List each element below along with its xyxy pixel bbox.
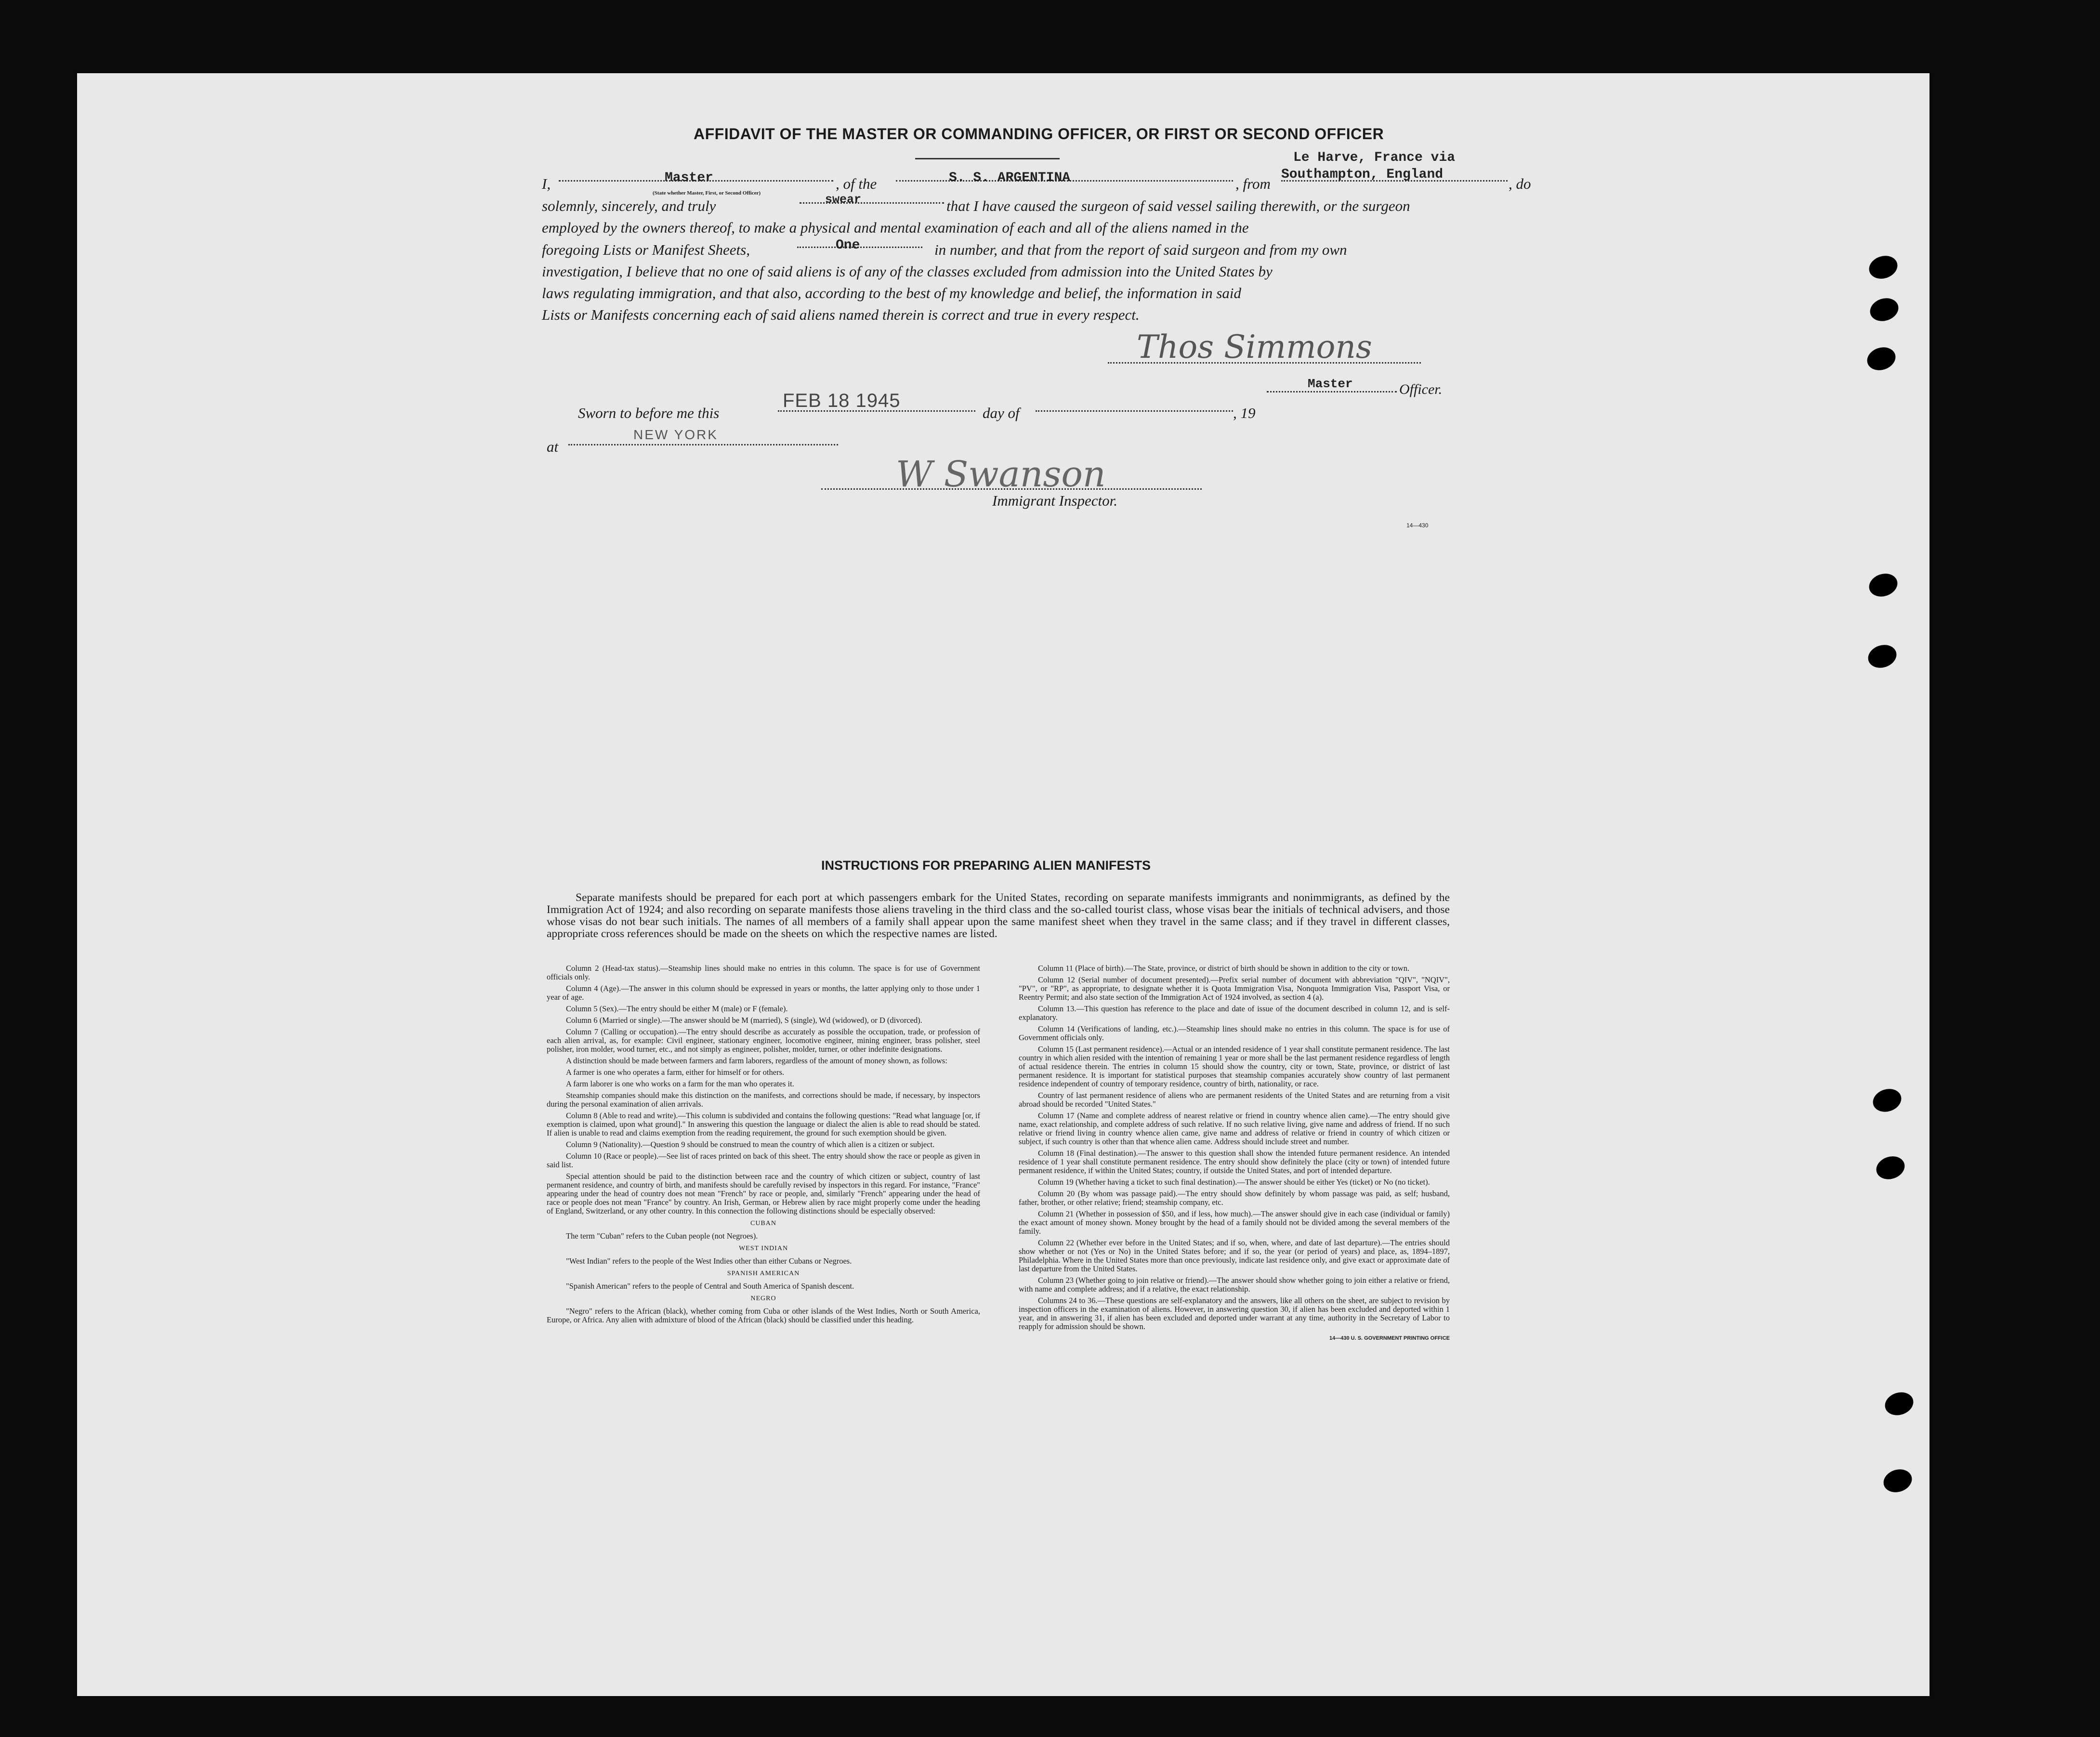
negro-heading: NEGRO: [750, 1295, 776, 1302]
binder-hole: [1873, 1153, 1907, 1183]
day-of-label: day of: [983, 405, 1020, 421]
place-line: [568, 444, 838, 445]
place-stamp: NEW YORK: [633, 427, 718, 442]
instruction-paragraph: Column 18 (Final destination).—The answer to this question shall show the intended future permanent residence. An intended residence of 1 year shall constitute permanent residence. The entry should show definitely the place (city or town) of intended future permanent residence, if within the United States; country, if outside the United States, and port of intended departure.: [1019, 1149, 1450, 1175]
rank-note: (State whether Master, First, or Second Officer): [653, 190, 761, 196]
instruction-paragraph: Special attention should be paid to the distinction between race and the country of which citizen or subject, country of last permanent residence, and country of birth, and manifests should be carefully revised by inspectors in this regard. For instance, "France" appearing under the head of country does not mean "French" by race or people, and, similarly "French" appearing under the head of race or people does not mean "France" by country. An Irish, German, or Hebrew alien by race might properly come under the heading of England, Switzerland, or any other country. In this connection the following distinctions should be especially observed:: [547, 1172, 980, 1215]
binder-hole: [1866, 570, 1900, 600]
binder-hole: [1870, 1085, 1904, 1115]
instruction-paragraph: Column 20 (By whom was passage paid).—The entry should show definitely by whom passage was paid, as self; husband, father, brother, or other relative; friend; steamship company, etc.: [1019, 1189, 1450, 1207]
instructions-title: INSTRUCTIONS FOR PREPARING ALIEN MANIFESTS: [821, 858, 1151, 873]
officer-title: Master: [1308, 377, 1353, 391]
instruction-paragraph: Column 14 (Verifications of landing, etc.).—Steamship lines should make no entries in this column. The space is for use of Government officials only.: [1019, 1024, 1450, 1042]
west-indian-heading: WEST INDIAN: [738, 1245, 788, 1252]
in-number-text: in number, and that from the report of said surgeon and from my own: [934, 241, 1347, 258]
cuban-definition: The term "Cuban" refers to the Cuban people (not Negroes).: [566, 1231, 758, 1241]
instructions-right-column: [1019, 964, 1450, 1343]
spanish-american-definition: "Spanish American" refers to the people of Central and South America of Spanish descent.: [566, 1281, 854, 1291]
from-port-line1: Le Harve, France via: [1293, 150, 1456, 165]
instruction-paragraph: Steamship companies should make this distinction on the manifests, and corrections should be made, if necessary, by inspectors during the personal examination of alien arrivals.: [547, 1091, 980, 1109]
year-prefix: , 19: [1233, 405, 1256, 421]
binder-hole: [1867, 295, 1901, 325]
affidavit-i: I,: [542, 175, 551, 192]
form-number: 14—430: [1406, 522, 1429, 529]
instruction-paragraph: Column 9 (Nationality).—Question 9 should be construed to mean the country of which alien is a citizen or subject.: [566, 1140, 935, 1149]
instruction-paragraph: Columns 24 to 36.—These questions are self-explanatory and the answers, like all others on the sheet, are subject to revision by inspection officers in the examination of aliens. However, in answering question 30, if alien has been excluded and deported within 1 year, and in answering 31, if alien has been excluded and deported under warrant at any time, authority in the Secretary of Labor to reapply for admission should be shown.: [1019, 1296, 1450, 1331]
instruction-paragraph: Column 5 (Sex).—The entry should be either M (male) or F (female).: [566, 1004, 788, 1013]
instruction-paragraph: Column 8 (Able to read and write).—This column is subdivided and contains the following questions: "Read what language [or, if exemption is claimed, upon what ground]." In answering this question the language or dialect the alien is able to read should be stated. If alien is unable to read and claims exemption from the reading requirement, the ground for such exemption should be given.: [547, 1111, 980, 1137]
instruction-paragraph: Column 17 (Name and complete address of nearest relative or friend in country whence alien came).—The entry should give name, exact relationship, and complete address of such relative. If no such relative living, give name and address of friend. If no such relative or friend living in country whence alien came, give name and address of relative or friend in country of which citizen or subject, if such country is other than that whence alien came. Address should include street and number.: [1019, 1111, 1450, 1146]
affidavit-line3: employed by the owners thereof, to make a physical and mental examination of each and all of the aliens named in the: [542, 219, 1249, 236]
instructions-left-column: [547, 964, 980, 1327]
instruction-paragraph: Column 7 (Calling or occupation).—The entry should describe as accurately as possible the occupation, trade, or profession of each alien arrival, as, for example: Civil engineer, stationary engineer, locomotive engineer, mining engineer, brass polisher, steel polisher, iron molder, wood turner, etc., and not simply as engineer, polisher, molder, turner, or other indefinite designations.: [547, 1027, 980, 1054]
foregoing-text: foregoing Lists or Manifest Sheets,: [542, 241, 750, 258]
binder-hole: [1865, 641, 1899, 671]
vessel-name: S. S. ARGENTINA: [949, 170, 1071, 185]
affidavit-title: AFFIDAVIT OF THE MASTER OR COMMANDING OFFICER, OR FIRST OR SECOND OFFICER: [694, 125, 1384, 143]
master-signature: Thos Simmons: [1137, 328, 1372, 366]
sheet-count: One: [836, 238, 860, 253]
instruction-paragraph: Column 2 (Head-tax status).—Steamship lines should make no entries in this column. The space is for use of Government officials only.: [547, 964, 980, 981]
instruction-paragraph: Column 23 (Whether going to join relative or friend).—The answer should show whether going to join either a relative or friend, with name and complete address; and if a relative, the exact relationship.: [1019, 1276, 1450, 1293]
sworn-date-stamp: FEB 18 1945: [783, 390, 901, 411]
inspector-label: Immigrant Inspector.: [992, 492, 1118, 509]
title-rule: [915, 158, 1060, 159]
cuban-heading: CUBAN: [750, 1220, 776, 1227]
instruction-paragraph: Column 21 (Whether in possession of $50, and if less, how much).—The answer should give in each case (individual or family) the exact amount of money shown. Money brought by the head of a family should not be divided among the several members of the family.: [1019, 1209, 1450, 1236]
binder-hole: [1866, 252, 1900, 282]
instruction-paragraph: Column 10 (Race or people).—See list of races printed on back of this sheet. The entry should show the race or people as given in said list.: [547, 1151, 980, 1169]
spanish-american-heading: SPANISH AMERICAN: [727, 1270, 800, 1277]
instruction-paragraph: Column 12 (Serial number of document presented).—Prefix serial number of document with abbreviation "QIV", "NQIV", "PV", or "RP", as appropriate, to designate whether it is Quota Immigration Visa, Nonquota Immigration Visa, Passport Visa, or Reentry Permit; and also state section of the Immigration Act of 1924 involved, as section 4 (a).: [1019, 975, 1450, 1002]
instruction-paragraph: A farm laborer is one who works on a farm for the man who operates it.: [566, 1079, 794, 1088]
instruction-paragraph: Column 22 (Whether ever before in the United States; and if so, when, where, and date of last departure).—The entries should show whether or not (Yes or No) in the United States before; and if so, the year (or period of years) and place, as, 1894–1897, Philadelphia. Where in the United States more than once previously, indicate last residence only, and give exact or approximate date of last departure from the United States.: [1019, 1238, 1450, 1273]
negro-definition: "Negro" refers to the African (black), whether coming from Cuba or other islands of the West Indies, North or South America, Europe, or Africa. Any alien with admixture of blood of the African (black) should be classified under this heading.: [547, 1306, 980, 1324]
west-indian-definition: "West Indian" refers to the people of the West Indies other than either Cubans or Negroes.: [566, 1256, 852, 1266]
instruction-paragraph: Column 4 (Age).—The answer in this column should be expressed in years or months, the latter applying only to those under 1 year of age.: [547, 984, 980, 1002]
do-label: , do: [1509, 175, 1531, 192]
binder-hole: [1864, 344, 1898, 374]
sworn-label: Sworn to before me this: [578, 405, 720, 421]
oath-line: [800, 202, 944, 204]
officer-label: Officer.: [1399, 381, 1443, 397]
inspector-signature: W Swanson: [896, 454, 1106, 495]
month-line: [1036, 410, 1233, 412]
of-the-label: , of the: [836, 175, 877, 192]
affidavit-line6: laws regulating immigration, and that also, according to the best of my knowledge and belief, the information in said: [542, 285, 1242, 301]
solemnly-text: solemnly, sincerely, and truly: [542, 197, 716, 214]
instruction-paragraph: Column 13.—This question has reference to the place and date of issue of the document described in column 12, and is self-explanatory.: [1019, 1004, 1450, 1022]
from-port-line2: Southampton, England: [1281, 167, 1444, 182]
affidavit-line7: Lists or Manifests concerning each of said aliens named therein is correct and true in every respect.: [542, 306, 1140, 323]
at-label: at: [547, 438, 559, 455]
affidavit-line2: that I have caused the surgeon of said vessel sailing therewith, or the surgeon: [946, 197, 1410, 214]
printer-imprint: 14—430 U. S. GOVERNMENT PRINTING OFFICE: [1329, 1335, 1450, 1341]
manifest-sheet: [77, 73, 1929, 1696]
instruction-paragraph: Column 6 (Married or single).—The answer should be M (married), S (single), Wd (widowed), or D (divorced).: [566, 1016, 922, 1025]
from-label: , from: [1235, 175, 1271, 192]
instruction-paragraph: Column 19 (Whether having a ticket to such final destination).—The answer should be either Yes (ticket) or No (no ticket).: [1038, 1177, 1430, 1187]
instruction-paragraph: Column 11 (Place of birth).—The State, province, or district of birth should be shown in addition to the city or town.: [1038, 964, 1410, 973]
instruction-paragraph: A distinction should be made between farmers and farm laborers, regardless of the amount of money shown, as follows:: [566, 1056, 947, 1065]
binder-hole: [1880, 1466, 1915, 1496]
officer-rank: Master: [665, 170, 713, 185]
officer-title-line: [1267, 391, 1397, 392]
instructions-intro: Separate manifests should be prepared for each port at which passengers embark for the United States, recording on separate manifests immigrants and nonimmigrants, as defined by the Immigration Act of 1924; and also recording on separate manifests those aliens traveling in the third class and the so-called tourist class, whose visas bear the initials of technical advisers, and those whose visas do not bear such initials. The names of all members of a family shall appear upon the same manifest sheet when they travel in the same class; and if they travel in different classes, appropriate cross references should be made on the sheets on which the respective names are listed.: [547, 891, 1450, 940]
oath-word: swear: [825, 193, 862, 207]
instruction-paragraph: Country of last permanent residence of aliens who are permanent residents of the United States and are returning from a visit abroad should be recorded "United States.": [1019, 1091, 1450, 1109]
instruction-paragraph: Column 15 (Last permanent residence).—Actual or an intended residence of 1 year shall constitute permanent residence. The last country in which alien resided with the intention of remaining 1 year or more shall be the last permanent residence regardless of length of actual residence therein. The entries in column 15 should show the country, city or town, State, province, or district of last permanent residence. It is important for statistical purposes that steamship companies accurately show country of last permanent residence independent of country of temporary residence, country of birth, nationality, or race.: [1019, 1045, 1450, 1088]
instruction-paragraph: A farmer is one who operates a farm, either for himself or for others.: [566, 1068, 785, 1077]
binder-hole: [1882, 1389, 1916, 1419]
affidavit-line5: investigation, I believe that no one of said aliens is of any of the classes excluded from admission into the United States by: [542, 263, 1273, 280]
